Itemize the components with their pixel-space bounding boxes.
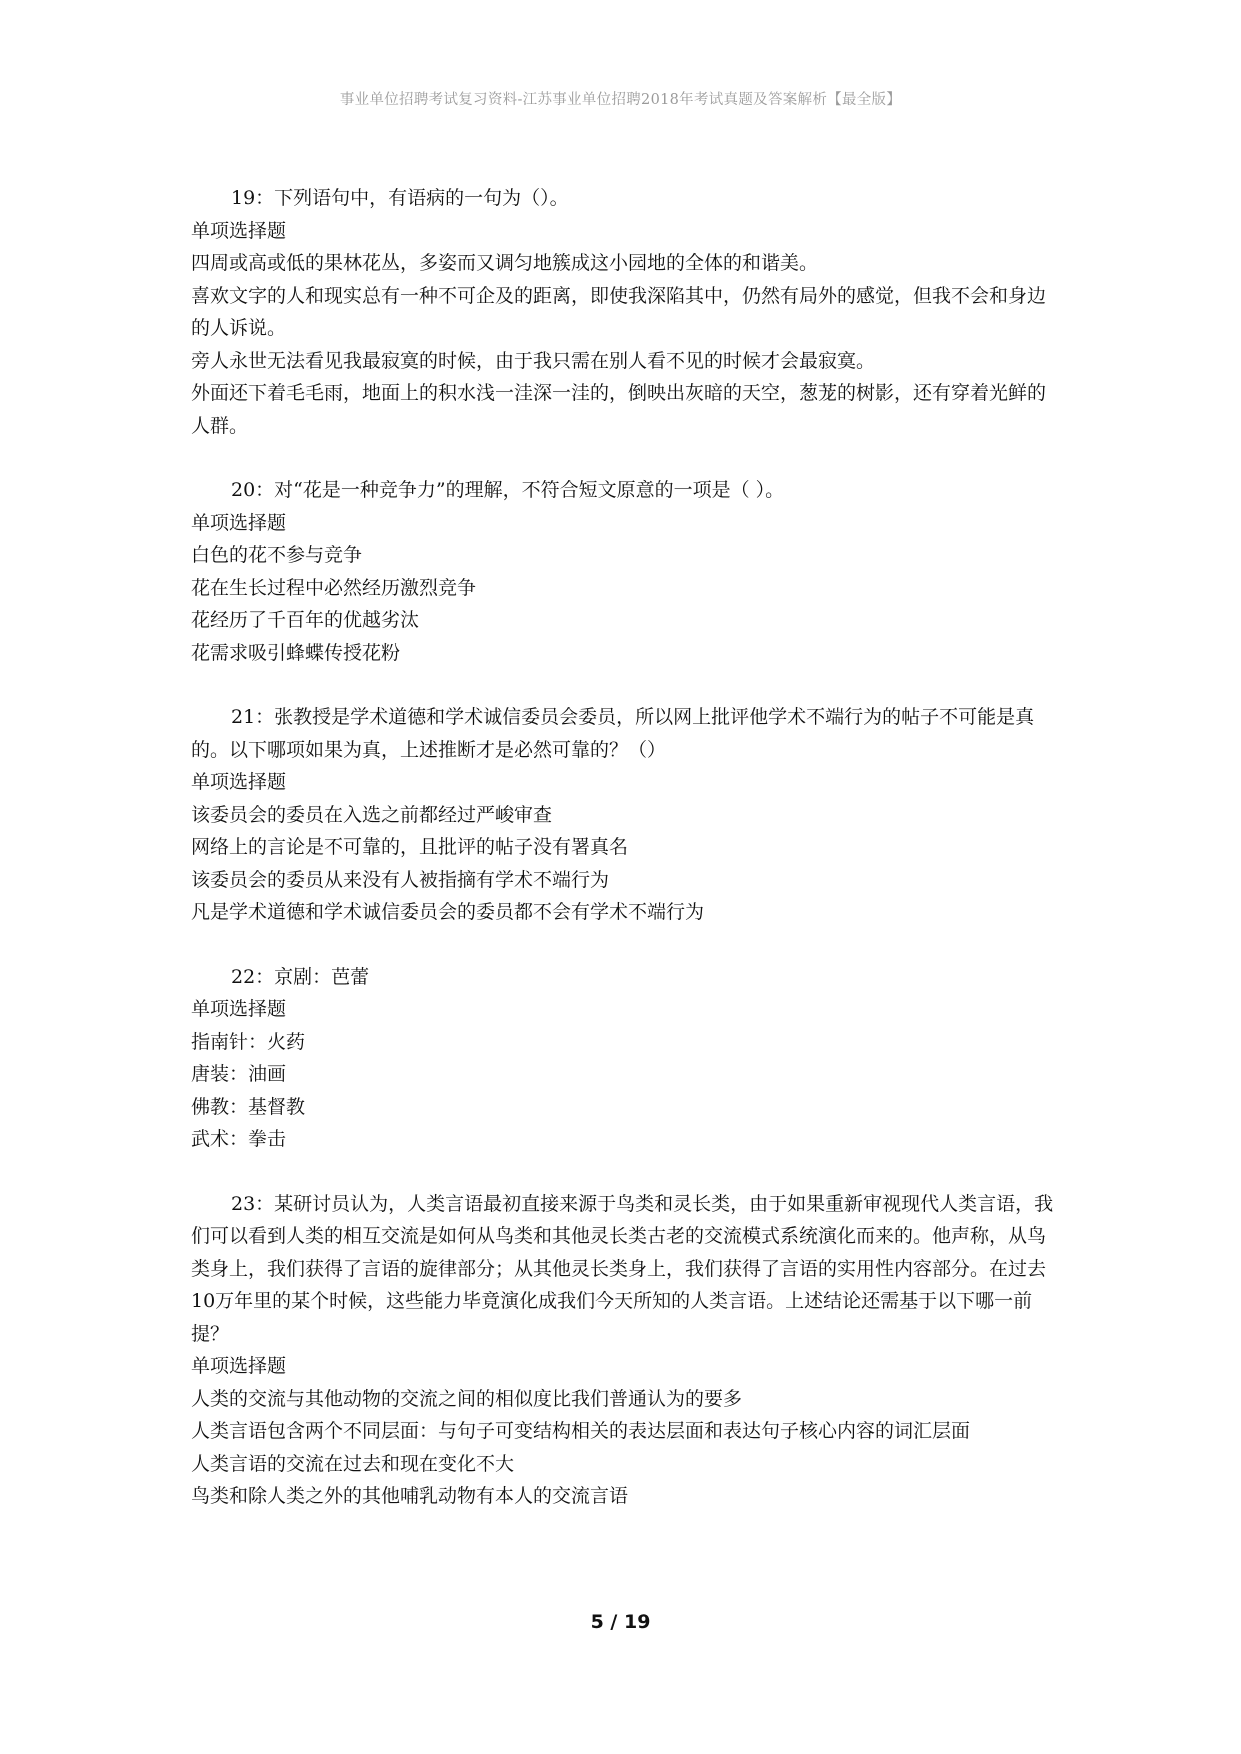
option: 旁人永世无法看见我最寂寞的时候，由于我只需在别人看不见的时候才会最寂寞。 xyxy=(191,349,876,372)
question-type: 单项选择题 xyxy=(191,1355,287,1377)
question-type: 单项选择题 xyxy=(191,771,287,793)
option: 白色的花不参与竞争 xyxy=(191,544,363,566)
option: 花需求吸引蜂蝶传授花粉 xyxy=(191,641,401,664)
question-stem: 23：某研讨员认为，人类言语最初直接来源于鸟类和灵长类，由于如果重新审视现代人类言语，我们可以看到人类的相互交流是如何从鸟类和其他灵长类古老的交流模式系统演化而来的。他声称，从鸟类身上，我们获得了言语的旋律部分；从其他灵长类身上，我们获得了言语的实用性内容部分。在过去10万年里的某个时候，这些能力毕竟演化成我们今天所知的人类言语。上述结论还需基于以下哪一前提？ xyxy=(191,1192,1054,1345)
page-number: 5 / 19 xyxy=(590,1611,651,1633)
option: 佛教：基督教 xyxy=(191,1095,306,1118)
question-22 xyxy=(191,961,1056,1156)
question-type: 单项选择题 xyxy=(191,511,287,534)
option: 人类言语的交流在过去和现在变化不大 xyxy=(191,1452,515,1475)
question-20 xyxy=(191,474,1056,669)
question-21 xyxy=(191,701,1056,929)
question-type: 单项选择题 xyxy=(191,998,287,1020)
option: 该委员会的委员从来没有人被指摘有学术不端行为 xyxy=(191,868,610,891)
question-stem: 20：对“花是一种竞争力”的理解，不符合短文原意的一项是（ ）。 xyxy=(231,479,785,501)
option: 唐装：油画 xyxy=(191,1063,287,1085)
option: 指南针：火药 xyxy=(191,1030,306,1053)
option: 人类言语包含两个不同层面：与句子可变结构相关的表达层面和表达句子核心内容的词汇层面 xyxy=(191,1420,971,1442)
option: 该委员会的委员在入选之前都经过严峻审查 xyxy=(191,803,553,826)
option: 武术：拳击 xyxy=(191,1128,287,1150)
option: 人类的交流与其他动物的交流之间的相似度比我们普通认为的要多 xyxy=(191,1387,743,1410)
option: 凡是学术道德和学术诚信委员会的委员都不会有学术不端行为 xyxy=(191,901,705,923)
option: 花经历了千百年的优越劣汰 xyxy=(191,609,420,631)
question-stem: 19：下列语句中，有语病的一句为（）。 xyxy=(231,187,569,209)
option: 网络上的言论是不可靠的，且批评的帖子没有署真名 xyxy=(191,836,629,858)
page-header: 事业单位招聘考试复习资料-江苏事业单位招聘2018年考试真题及答案解析【最全版】 xyxy=(339,92,902,108)
question-type: 单项选择题 xyxy=(191,219,287,242)
option: 四周或高或低的果林花丛，多姿而又调匀地簇成这小园地的全体的和谐美。 xyxy=(191,252,819,274)
option: 外面还下着毛毛雨，地面上的积水浅一洼深一洼的，倒映出灰暗的天空，葱茏的树影，还有穿着光鲜的人群。 xyxy=(191,382,1047,437)
question-19 xyxy=(191,182,1056,442)
document-body xyxy=(191,182,1056,1545)
option: 喜欢文字的人和现实总有一种不可企及的距离，即使我深陷其中，仍然有局外的感觉，但我不会和身边的人诉说。 xyxy=(191,284,1047,339)
option: 鸟类和除人类之外的其他哺乳动物有本人的交流言语 xyxy=(191,1485,629,1507)
option: 花在生长过程中必然经历激烈竞争 xyxy=(191,576,477,599)
question-stem: 22：京剧：芭蕾 xyxy=(231,965,370,988)
question-stem: 21：张教授是学术道德和学术诚信委员会委员，所以网上批评他学术不端行为的帖子不可能是真的。以下哪项如果为真，上述推断才是必然可靠的？（） xyxy=(191,706,1035,761)
question-23 xyxy=(191,1188,1056,1513)
